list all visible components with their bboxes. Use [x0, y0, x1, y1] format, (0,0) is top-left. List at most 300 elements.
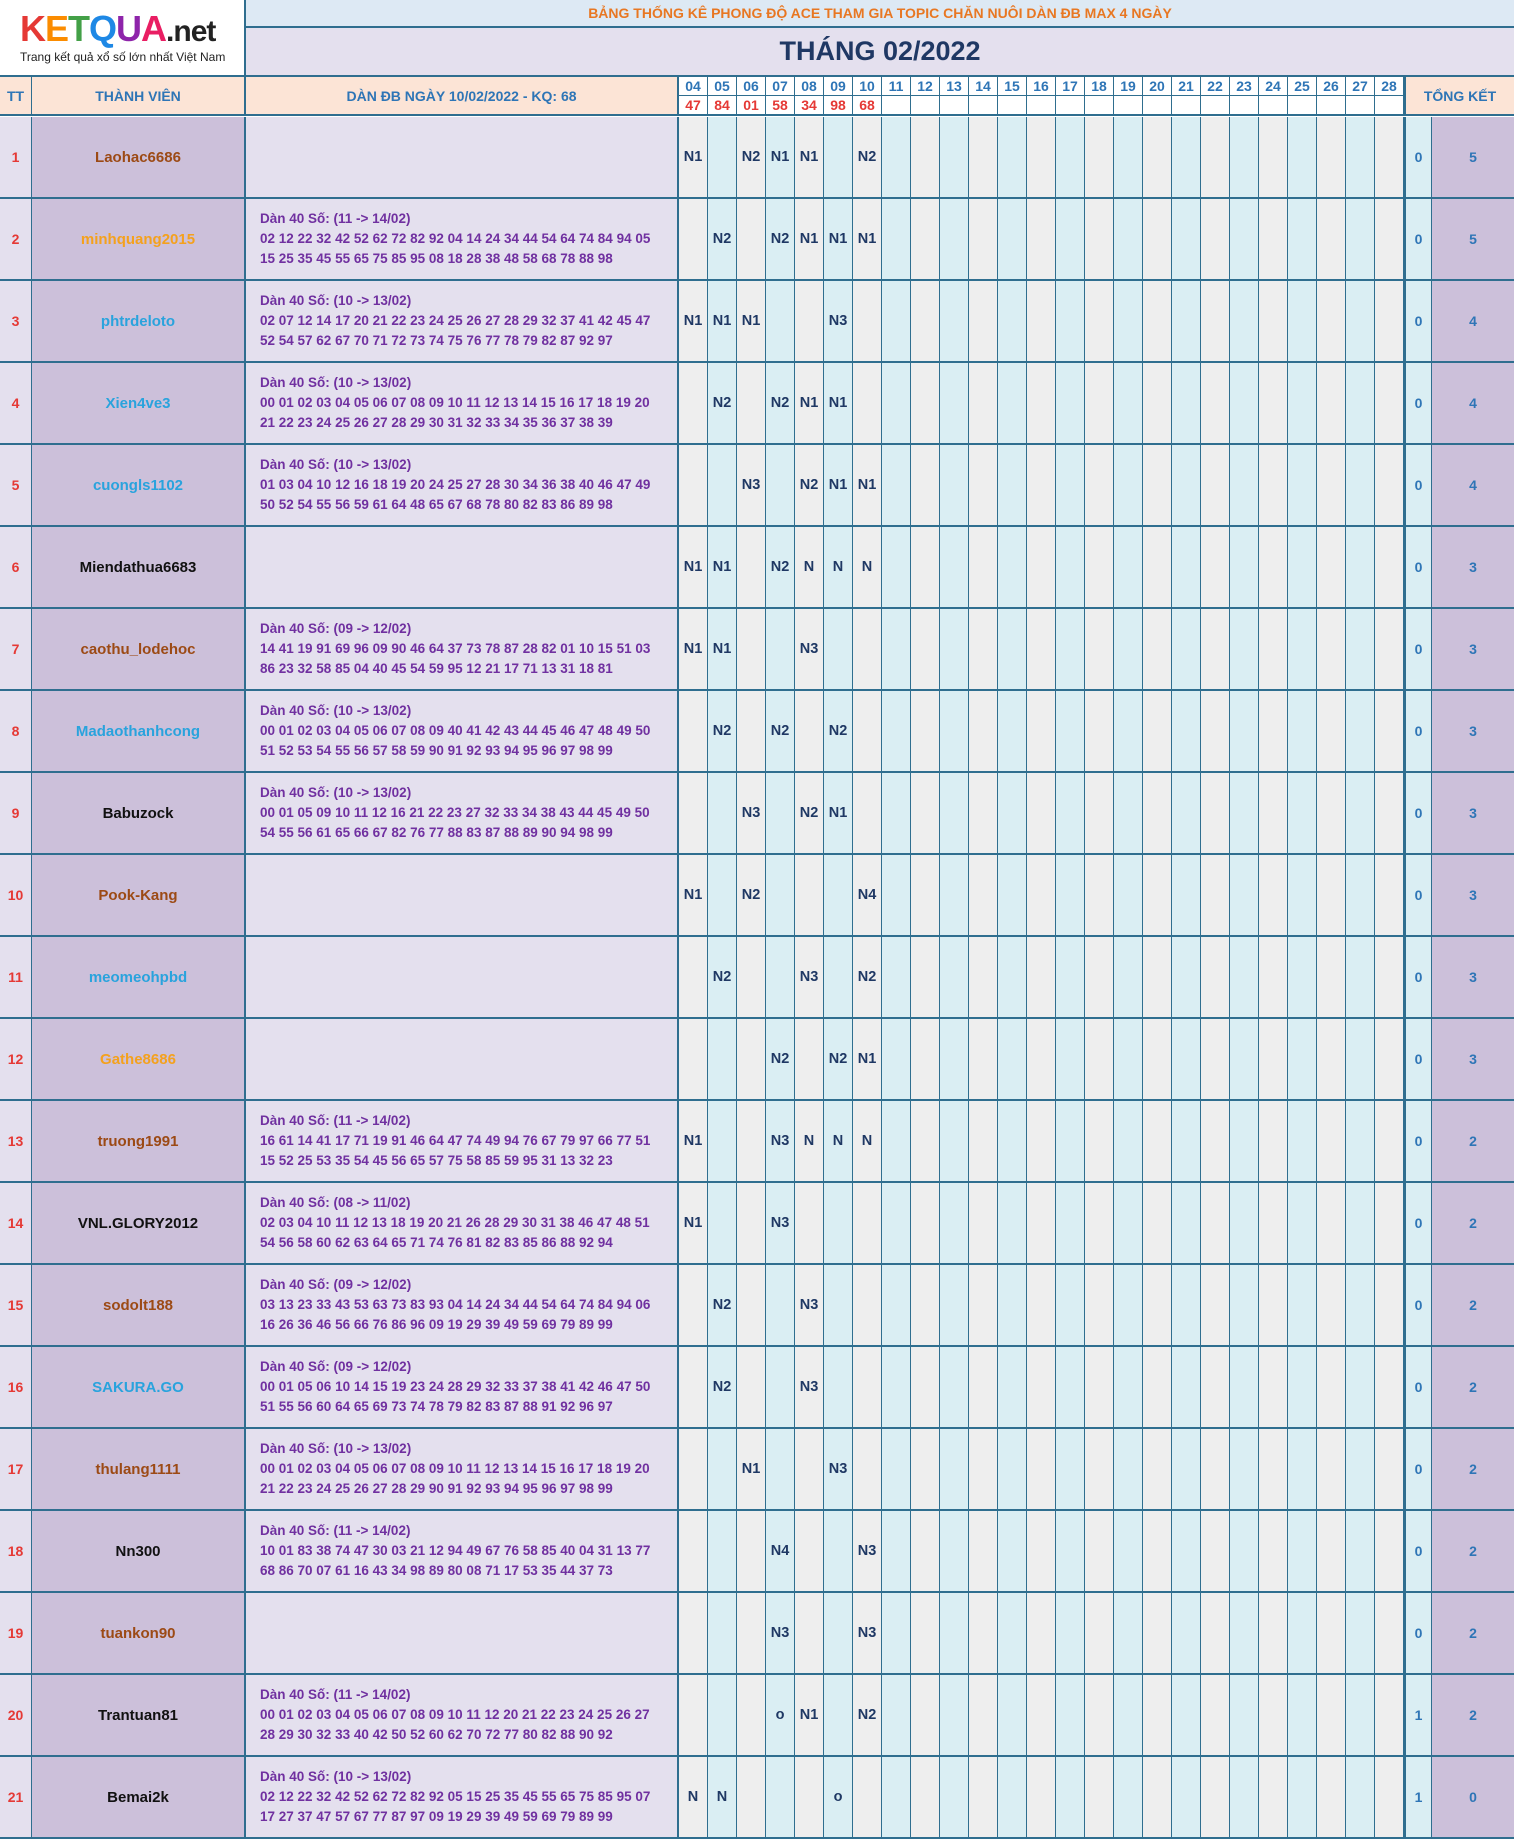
total-hits: 0	[1404, 937, 1432, 1017]
day-mark	[1259, 609, 1288, 689]
row-number: 9	[0, 773, 32, 853]
day-mark: N1	[737, 281, 766, 361]
day-mark	[1085, 1019, 1114, 1099]
number-set-line: Dàn 40 Số: (09 -> 12/02)	[260, 621, 412, 636]
member-name[interactable]: Bemai2k	[32, 1757, 246, 1837]
day-mark	[998, 1265, 1027, 1345]
day-mark	[1056, 937, 1085, 1017]
day-mark	[795, 1429, 824, 1509]
table-row	[0, 1019, 1514, 1101]
day-mark	[1288, 1019, 1317, 1099]
day-mark: N	[795, 1101, 824, 1181]
day-mark: N3	[795, 1347, 824, 1427]
day-mark	[1346, 1101, 1375, 1181]
total-hits: 0	[1404, 527, 1432, 607]
day-mark	[1085, 1347, 1114, 1427]
day-mark	[1230, 1593, 1259, 1673]
number-set-line: 54 55 56 61 65 66 67 82 76 77 88 83 87 88 89 90 94 98 99	[260, 825, 613, 840]
day-mark	[1346, 1757, 1375, 1837]
day-mark	[1056, 1265, 1085, 1345]
day-mark: N1	[824, 363, 853, 443]
day-mark	[1288, 199, 1317, 279]
day-mark	[1230, 1757, 1259, 1837]
day-mark	[911, 1265, 940, 1345]
day-mark	[1346, 363, 1375, 443]
table-row	[0, 1429, 1514, 1511]
day-mark	[824, 1183, 853, 1263]
day-mark	[969, 117, 998, 197]
day-mark	[1143, 445, 1172, 525]
day-mark	[969, 1757, 998, 1837]
day-mark	[1230, 281, 1259, 361]
number-set-line: 00 01 05 06 10 14 15 19 23 24 28 29 32 33 37 38 41 42 46 47 50	[260, 1379, 651, 1394]
day-mark	[1056, 773, 1085, 853]
number-set	[246, 199, 679, 279]
day-mark	[1056, 1511, 1085, 1591]
number-set	[246, 773, 679, 853]
day-mark	[737, 1183, 766, 1263]
total-hits: 0	[1404, 117, 1432, 197]
member-name[interactable]: truong1991	[32, 1101, 246, 1181]
result-header	[882, 96, 911, 116]
day-mark: N1	[824, 773, 853, 853]
day-mark	[1288, 855, 1317, 935]
day-mark	[882, 199, 911, 279]
total-score: 5	[1432, 117, 1514, 197]
day-mark	[737, 1511, 766, 1591]
day-header: 10	[853, 77, 882, 96]
day-mark: N2	[708, 937, 737, 1017]
day-mark	[1172, 199, 1201, 279]
day-mark	[1346, 937, 1375, 1017]
day-mark: N3	[795, 609, 824, 689]
number-set-line: Dàn 40 Số: (10 -> 13/02)	[260, 1441, 412, 1456]
day-mark	[1317, 363, 1346, 443]
day-mark	[708, 1019, 737, 1099]
day-mark	[1230, 1101, 1259, 1181]
day-mark	[1085, 855, 1114, 935]
day-mark	[882, 937, 911, 1017]
day-mark	[911, 1593, 940, 1673]
member-name[interactable]: minhquang2015	[32, 199, 246, 279]
day-mark	[737, 1593, 766, 1673]
number-set-line: 51 52 53 54 55 56 57 58 59 90 91 92 93 94 95 96 97 98 99	[260, 743, 613, 758]
day-mark: N2	[766, 363, 795, 443]
member-name[interactable]: phtrdeloto	[32, 281, 246, 361]
total-hits: 0	[1404, 1019, 1432, 1099]
member-name[interactable]: sodolt188	[32, 1265, 246, 1345]
day-mark	[1288, 937, 1317, 1017]
day-mark	[1085, 1429, 1114, 1509]
total-hits: 0	[1404, 1183, 1432, 1263]
day-mark	[998, 1429, 1027, 1509]
day-mark	[1027, 855, 1056, 935]
day-mark	[1172, 773, 1201, 853]
number-set-line: 52 54 57 62 67 70 71 72 73 74 75 76 77 78 79 82 87 92 97	[260, 333, 613, 348]
logo[interactable]	[0, 0, 246, 77]
member-name[interactable]: Trantuan81	[32, 1675, 246, 1755]
day-mark	[940, 117, 969, 197]
day-mark	[882, 1429, 911, 1509]
day-mark	[1201, 1265, 1230, 1345]
day-mark: N2	[824, 691, 853, 771]
day-mark	[1317, 1757, 1346, 1837]
day-mark	[708, 773, 737, 853]
row-number: 21	[0, 1757, 32, 1837]
day-mark	[1375, 1183, 1404, 1263]
day-mark	[1288, 1429, 1317, 1509]
day-mark	[940, 363, 969, 443]
result-header	[1143, 96, 1172, 116]
total-hits: 0	[1404, 1101, 1432, 1181]
day-mark	[1375, 199, 1404, 279]
number-set	[246, 1265, 679, 1345]
table-row	[0, 855, 1514, 937]
day-mark: N	[853, 1101, 882, 1181]
day-mark	[737, 199, 766, 279]
day-mark	[1317, 937, 1346, 1017]
day-mark: N	[853, 527, 882, 607]
day-mark	[969, 1183, 998, 1263]
day-mark	[679, 1675, 708, 1755]
day-mark	[1375, 937, 1404, 1017]
day-mark	[1027, 1675, 1056, 1755]
day-mark	[853, 1265, 882, 1345]
day-mark: N1	[853, 199, 882, 279]
day-mark: N2	[708, 1347, 737, 1427]
day-mark	[824, 1593, 853, 1673]
day-mark	[1259, 1101, 1288, 1181]
day-mark: N2	[766, 691, 795, 771]
day-mark	[1346, 1593, 1375, 1673]
member-name[interactable]: Pook-Kang	[32, 855, 246, 935]
day-mark	[998, 1347, 1027, 1427]
day-mark	[679, 363, 708, 443]
day-mark	[1201, 855, 1230, 935]
day-mark: N2	[766, 527, 795, 607]
day-mark	[1085, 363, 1114, 443]
day-mark: N2	[708, 363, 737, 443]
day-mark	[1114, 1593, 1143, 1673]
day-mark: N1	[679, 855, 708, 935]
day-mark: N1	[679, 117, 708, 197]
day-mark	[766, 1265, 795, 1345]
header-total: TỔNG KẾT	[1404, 77, 1514, 116]
result-header	[1201, 96, 1230, 116]
day-mark	[708, 445, 737, 525]
day-mark	[1114, 609, 1143, 689]
day-mark	[1230, 937, 1259, 1017]
day-mark	[1085, 773, 1114, 853]
day-mark	[1085, 281, 1114, 361]
row-number: 4	[0, 363, 32, 443]
month-title: THÁNG 02/2022	[246, 28, 1514, 77]
member-name[interactable]: thulang1111	[32, 1429, 246, 1509]
day-mark	[1230, 199, 1259, 279]
day-mark: N1	[708, 281, 737, 361]
day-mark	[882, 527, 911, 607]
total-hits: 0	[1404, 445, 1432, 525]
day-mark	[737, 937, 766, 1017]
result-header	[1230, 96, 1259, 116]
day-mark	[1201, 281, 1230, 361]
day-mark: N2	[853, 117, 882, 197]
day-mark	[1346, 1265, 1375, 1345]
total-score: 3	[1432, 855, 1514, 935]
day-header: 04	[679, 77, 708, 96]
day-mark	[1027, 117, 1056, 197]
day-mark	[969, 1593, 998, 1673]
day-mark	[1346, 609, 1375, 689]
result-header	[911, 96, 940, 116]
day-mark: N2	[737, 855, 766, 935]
member-name[interactable]: Laohac6686	[32, 117, 246, 197]
day-mark	[1230, 609, 1259, 689]
day-mark	[1027, 1265, 1056, 1345]
day-mark	[940, 445, 969, 525]
member-name[interactable]: caothu_lodehoc	[32, 609, 246, 689]
total-hits: 0	[1404, 281, 1432, 361]
day-mark	[1201, 1511, 1230, 1591]
day-mark	[911, 609, 940, 689]
day-mark	[1114, 691, 1143, 771]
day-mark	[679, 1347, 708, 1427]
day-mark	[911, 1101, 940, 1181]
day-mark	[1056, 281, 1085, 361]
day-mark	[911, 1429, 940, 1509]
day-mark: N1	[824, 199, 853, 279]
day-mark: N1	[679, 281, 708, 361]
day-mark	[795, 281, 824, 361]
day-mark	[795, 1183, 824, 1263]
day-mark	[882, 691, 911, 771]
day-header: 28	[1375, 77, 1404, 96]
day-mark	[1201, 691, 1230, 771]
day-mark	[911, 363, 940, 443]
day-mark: N2	[795, 773, 824, 853]
day-mark	[1114, 117, 1143, 197]
total-hits: 0	[1404, 1511, 1432, 1591]
day-mark: N	[824, 527, 853, 607]
result-header: 58	[766, 96, 795, 116]
day-mark	[969, 281, 998, 361]
number-set-line: 00 01 05 09 10 11 12 16 21 22 23 27 32 33 34 38 43 44 45 49 50	[260, 805, 650, 820]
day-mark	[1317, 281, 1346, 361]
row-number: 1	[0, 117, 32, 197]
day-mark	[1259, 855, 1288, 935]
day-mark	[1375, 609, 1404, 689]
day-header: 21	[1172, 77, 1201, 96]
day-mark: N2	[708, 691, 737, 771]
day-mark: o	[766, 1675, 795, 1755]
day-mark	[969, 855, 998, 935]
day-mark: N	[679, 1757, 708, 1837]
result-header: 01	[737, 96, 766, 116]
member-name[interactable]: meomeohpbd	[32, 937, 246, 1017]
day-mark	[853, 1347, 882, 1427]
day-mark	[766, 937, 795, 1017]
member-name[interactable]: Xien4ve3	[32, 363, 246, 443]
day-mark	[1346, 1429, 1375, 1509]
day-mark	[1143, 1101, 1172, 1181]
total-score: 5	[1432, 199, 1514, 279]
result-header: 47	[679, 96, 708, 116]
number-set-line: 14 41 19 91 69 96 09 90 46 64 37 73 78 87 28 82 01 10 15 51 03	[260, 641, 651, 656]
day-mark	[1201, 1019, 1230, 1099]
day-mark	[998, 281, 1027, 361]
day-mark	[679, 445, 708, 525]
day-mark: N3	[853, 1593, 882, 1673]
number-set-line: 00 01 02 03 04 05 06 07 08 09 10 11 12 13 14 15 16 17 18 19 20	[260, 1461, 650, 1476]
day-mark	[911, 937, 940, 1017]
member-name[interactable]: cuongls1102	[32, 445, 246, 525]
member-name[interactable]: Gathe8686	[32, 1019, 246, 1099]
total-score: 2	[1432, 1675, 1514, 1755]
day-mark	[1288, 117, 1317, 197]
member-name[interactable]: VNL.GLORY2012	[32, 1183, 246, 1263]
logo-letter: E	[45, 8, 69, 49]
day-mark	[969, 937, 998, 1017]
result-header	[1317, 96, 1346, 116]
day-mark	[1143, 281, 1172, 361]
day-mark	[1346, 117, 1375, 197]
table-row	[0, 363, 1514, 445]
day-mark	[1056, 1593, 1085, 1673]
day-mark	[1172, 1265, 1201, 1345]
day-mark	[911, 1183, 940, 1263]
day-mark	[911, 1757, 940, 1837]
number-set	[246, 1019, 679, 1099]
number-set	[246, 937, 679, 1017]
day-mark	[1027, 1183, 1056, 1263]
member-name[interactable]: Nn300	[32, 1511, 246, 1591]
member-name[interactable]: tuankon90	[32, 1593, 246, 1673]
number-set-line: 00 01 02 03 04 05 06 07 08 09 40 41 42 43 44 45 46 47 48 49 50	[260, 723, 651, 738]
day-mark	[998, 937, 1027, 1017]
day-mark	[853, 281, 882, 361]
day-mark	[1230, 1183, 1259, 1263]
day-header: 18	[1085, 77, 1114, 96]
day-mark	[708, 1675, 737, 1755]
day-mark	[766, 855, 795, 935]
day-mark	[679, 1511, 708, 1591]
row-number: 8	[0, 691, 32, 771]
table-row	[0, 199, 1514, 281]
table-row	[0, 1757, 1514, 1839]
day-mark	[679, 199, 708, 279]
day-mark	[737, 609, 766, 689]
logo-letter: K	[20, 8, 45, 49]
day-mark	[1259, 117, 1288, 197]
day-mark	[1317, 527, 1346, 607]
day-mark	[1027, 1593, 1056, 1673]
day-mark	[969, 609, 998, 689]
day-mark	[1056, 1429, 1085, 1509]
table-row	[0, 773, 1514, 855]
day-mark	[1201, 199, 1230, 279]
day-mark	[1288, 363, 1317, 443]
day-mark	[1143, 1757, 1172, 1837]
member-name[interactable]: Babuzock	[32, 773, 246, 853]
member-name[interactable]: Miendathua6683	[32, 527, 246, 607]
day-header: 25	[1288, 77, 1317, 96]
table-row	[0, 1675, 1514, 1757]
day-mark	[1230, 691, 1259, 771]
day-mark: N3	[853, 1511, 882, 1591]
row-number: 15	[0, 1265, 32, 1345]
total-score: 3	[1432, 1019, 1514, 1099]
total-score: 4	[1432, 445, 1514, 525]
day-mark	[1259, 281, 1288, 361]
day-mark: N1	[679, 527, 708, 607]
day-mark	[737, 1347, 766, 1427]
day-mark	[882, 1511, 911, 1591]
number-set-line: 21 22 23 24 25 26 27 28 29 90 91 92 93 94 95 96 97 98 99	[260, 1481, 613, 1496]
day-mark	[1085, 1675, 1114, 1755]
day-mark	[1288, 1675, 1317, 1755]
day-mark	[1317, 1511, 1346, 1591]
day-mark	[1317, 199, 1346, 279]
day-mark: N1	[708, 527, 737, 607]
result-header: 68	[853, 96, 882, 116]
total-score: 3	[1432, 937, 1514, 1017]
number-set-line: Dàn 40 Số: (09 -> 12/02)	[260, 1277, 412, 1292]
table-row	[0, 1101, 1514, 1183]
day-mark	[911, 445, 940, 525]
day-header: 20	[1143, 77, 1172, 96]
day-mark: N3	[824, 1429, 853, 1509]
day-mark	[1056, 527, 1085, 607]
day-mark	[998, 1675, 1027, 1755]
day-mark	[1201, 117, 1230, 197]
day-mark	[940, 1757, 969, 1837]
day-mark: N	[824, 1101, 853, 1181]
day-mark	[1375, 363, 1404, 443]
day-mark	[1143, 691, 1172, 771]
result-header	[1085, 96, 1114, 116]
day-header: 23	[1230, 77, 1259, 96]
day-mark	[1172, 855, 1201, 935]
day-mark	[737, 527, 766, 607]
day-mark	[1201, 1593, 1230, 1673]
day-mark	[1114, 445, 1143, 525]
day-mark	[824, 609, 853, 689]
member-name[interactable]: Madaothanhcong	[32, 691, 246, 771]
result-header	[1114, 96, 1143, 116]
day-mark	[882, 445, 911, 525]
number-set	[246, 1183, 679, 1263]
table-row	[0, 1347, 1514, 1429]
day-mark	[1027, 199, 1056, 279]
day-mark	[911, 855, 940, 935]
day-mark	[882, 1347, 911, 1427]
member-name[interactable]: SAKURA.GO	[32, 1347, 246, 1427]
day-mark	[1317, 445, 1346, 525]
number-set-line: 02 12 22 32 42 52 62 72 82 92 05 15 25 35 45 55 65 75 85 95 07	[260, 1789, 651, 1804]
logo-tagline: Trang kết quả xổ số lớn nhất Việt Nam	[20, 50, 226, 64]
day-mark	[853, 1757, 882, 1837]
day-mark	[911, 1347, 940, 1427]
day-mark	[1114, 937, 1143, 1017]
table-row	[0, 527, 1514, 609]
day-mark	[998, 363, 1027, 443]
day-header: 12	[911, 77, 940, 96]
number-set	[246, 445, 679, 525]
day-mark	[1114, 199, 1143, 279]
day-mark	[708, 117, 737, 197]
day-header: 14	[969, 77, 998, 96]
day-mark	[1317, 117, 1346, 197]
